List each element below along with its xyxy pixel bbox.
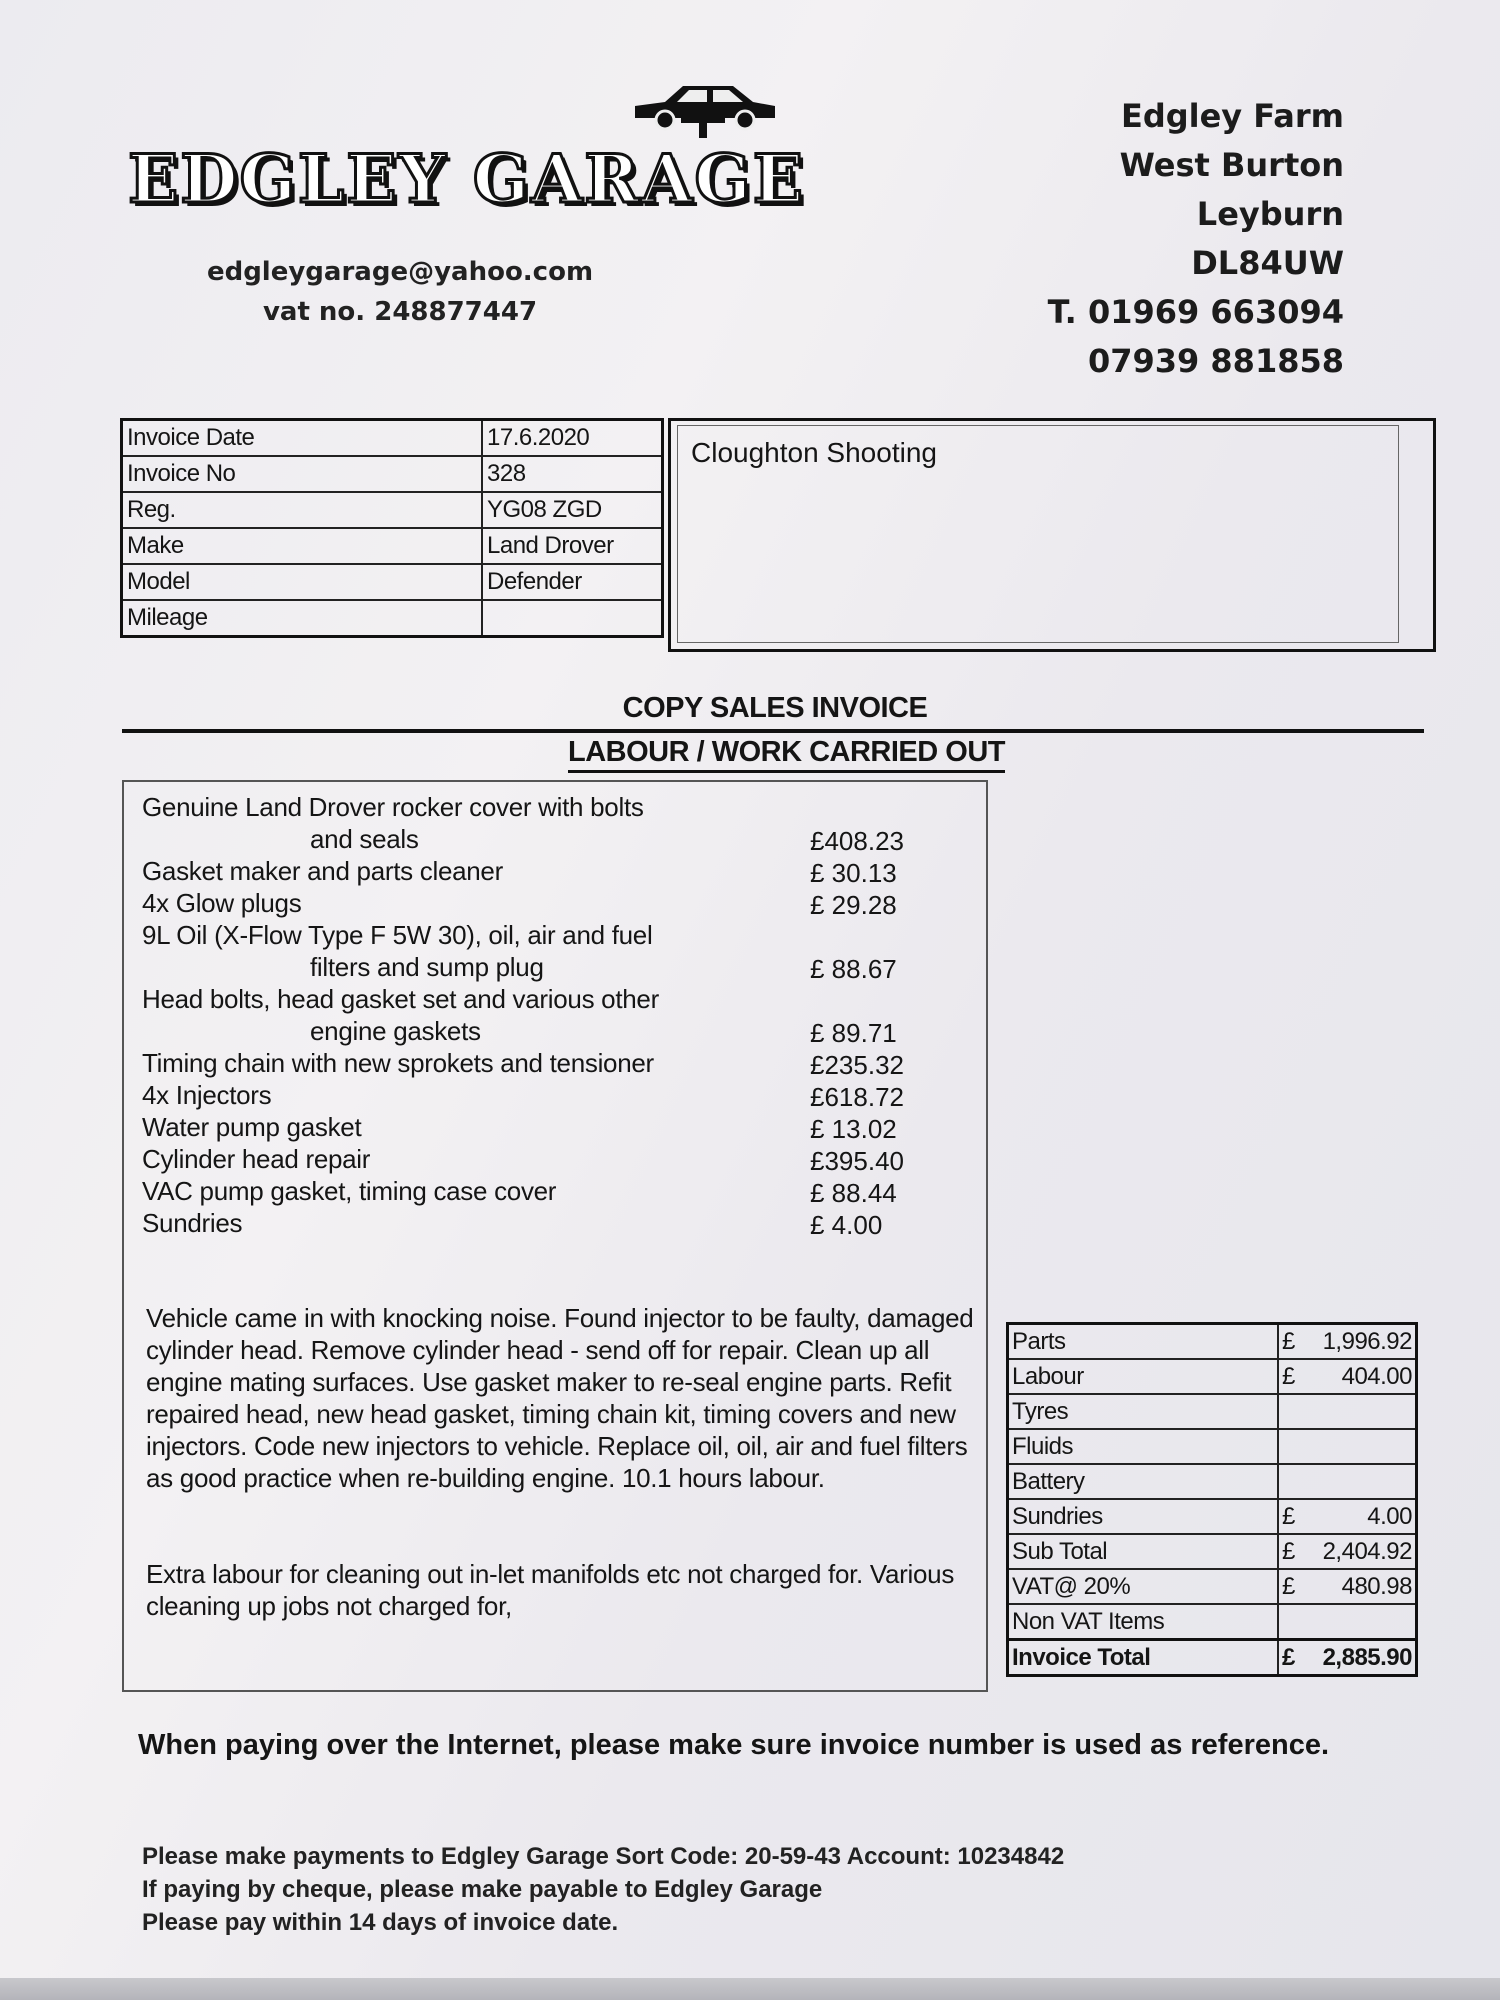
payment-line: Please pay within 14 days of invoice date. [142,1909,619,1936]
item-price: £618.72 [810,1082,904,1112]
total-label: Labour [1008,1359,1279,1394]
total-value [1278,1464,1417,1499]
total-value [1278,1394,1417,1429]
company-logo: EDGLEY GARAGE [128,140,806,218]
item-description: Sundries [142,1208,243,1238]
total-label: Tyres [1008,1394,1279,1429]
table-row [122,492,663,528]
total-label: Invoice Total [1008,1640,1279,1676]
detail-label: Model [122,564,483,600]
currency-symbol: £ [1282,1502,1295,1530]
total-label: Sub Total [1008,1534,1279,1569]
item-price: £ 89.71 [810,1018,897,1048]
table-row [1008,1604,1417,1640]
table-row [122,456,663,492]
table-row [122,600,663,637]
item-price: £ 4.00 [810,1210,883,1240]
payment-instructions [142,1840,1064,1939]
contact-block [180,252,620,332]
table-row [122,564,663,600]
total-amount: 480.98 [1341,1572,1412,1600]
address-line: DL84UW [1191,244,1344,282]
email-text: edgleygarage@yahoo.com [206,257,594,287]
item-description: Cylinder head repair [142,1144,371,1174]
total-amount: 2,404.92 [1322,1537,1412,1565]
currency-symbol: £ [1282,1327,1295,1355]
total-value [1278,1324,1417,1360]
detail-label: Invoice No [122,456,483,492]
invoice-title: COPY SALES INVOICE [622,692,928,724]
item-price: £235.32 [810,1050,904,1080]
table-row [1008,1464,1417,1499]
car-on-lift-icon [625,78,785,138]
page-edge [0,1978,1500,2000]
total-amount: 1,996.92 [1322,1327,1412,1355]
vat-number: vat no. 248877447 [262,297,538,327]
phone-line: T. 01969 663094 [1047,293,1344,331]
item-description: 4x Glow plugs [142,888,302,918]
item-description: Water pump gasket [142,1112,362,1142]
payment-line: If paying by cheque, please make payable to Edgley Garage [142,1876,823,1903]
detail-label: Mileage [122,600,483,637]
total-label: VAT@ 20% [1008,1569,1279,1604]
item-description-cont: filters and sump plug [310,952,544,982]
currency-symbol: £ [1282,1643,1295,1671]
table-row [1008,1324,1417,1360]
item-price: £ 13.02 [810,1114,897,1144]
currency-symbol: £ [1282,1362,1295,1390]
extra-notes: Extra labour for cleaning out in-let manifolds etc not charged for. Various cleaning up jobs not charged for, [146,1559,955,1621]
phone-line: 07939 881858 [1087,342,1344,380]
detail-label: Reg. [122,492,483,528]
item-description: VAC pump gasket, timing case cover [142,1176,557,1206]
totals-table [1006,1322,1418,1677]
payment-line: Please make payments to Edgley Garage Sort Code: 20-59-43 Account: 10234842 [142,1843,1065,1870]
item-price: £ 88.67 [810,954,897,984]
item-price: £ 88.44 [810,1178,897,1208]
detail-label: Make [122,528,483,564]
total-amount: 4.00 [1367,1502,1412,1530]
invoice-total-row [1008,1640,1417,1676]
item-description: Gasket maker and parts cleaner [142,856,503,886]
table-row [122,528,663,564]
currency-symbol: £ [1282,1537,1295,1565]
detail-label: Invoice Date [122,420,483,457]
item-description-cont: and seals [310,824,419,854]
table-row [1008,1429,1417,1464]
item-description: Head bolts, head gasket set and various other [142,984,659,1014]
detail-value [482,600,663,637]
address-block [1048,92,1344,386]
total-value [1278,1499,1417,1534]
total-label: Sundries [1008,1499,1279,1534]
total-value [1278,1534,1417,1569]
total-label: Parts [1008,1324,1279,1360]
table-row [1008,1534,1417,1569]
item-price: £395.40 [810,1146,904,1176]
address-line: Leyburn [1196,195,1344,233]
item-description: Genuine Land Drover rocker cover with bolts [142,792,644,822]
total-value [1278,1429,1417,1464]
internet-payment-note: When paying over the Internet, please make sure invoice number is used as reference. [138,1729,1330,1761]
item-price: £408.23 [810,826,904,856]
total-amount: 2,885.90 [1322,1643,1412,1671]
address-line: West Burton [1119,146,1344,184]
currency-symbol: £ [1282,1572,1295,1600]
total-value [1278,1569,1417,1604]
total-label: Non VAT Items [1008,1604,1279,1640]
total-label: Fluids [1008,1429,1279,1464]
item-description-cont: engine gaskets [310,1016,481,1046]
invoice-details-table [120,418,664,638]
table-row [122,420,663,457]
work-notes: Vehicle came in with knocking noise. Found injector to be faulty, damaged cylinder head. Remove cylinder head - send off for repair. Clean up all engine mating surfaces. Use gasket maker to re-seal engine parts. Refit repaired head, new head gasket, timing chain kit, timing covers and new injectors. Code new injectors to vehicle. Replace oil, oil, air and fuel filters as good practice when re-building engine. 10.1 hours labour. [146,1303,974,1493]
item-price: £ 30.13 [810,858,897,888]
detail-value: Land Drover [482,528,663,564]
detail-value: 17.6.2020 [482,420,663,457]
table-row [1008,1359,1417,1394]
total-value [1278,1604,1417,1640]
table-row [1008,1394,1417,1429]
total-value [1278,1640,1417,1676]
item-description: 9L Oil (X-Flow Type F 5W 30), oil, air and fuel [142,920,653,950]
table-row [1008,1499,1417,1534]
detail-value: 328 [482,456,663,492]
divider [122,729,1424,733]
address-line: Edgley Farm [1120,97,1344,135]
table-row [1008,1569,1417,1604]
item-description: Timing chain with new sprokets and tensioner [142,1048,654,1078]
customer-name: Cloughton Shooting [691,437,937,468]
total-value [1278,1359,1417,1394]
section-title: LABOUR / WORK CARRIED OUT [568,736,1005,773]
item-price: £ 29.28 [810,890,897,920]
item-description: 4x Injectors [142,1080,272,1110]
customer-box [668,418,1436,652]
total-label: Battery [1008,1464,1279,1499]
detail-value: YG08 ZGD [482,492,663,528]
detail-value: Defender [482,564,663,600]
total-amount: 404.00 [1341,1362,1412,1390]
